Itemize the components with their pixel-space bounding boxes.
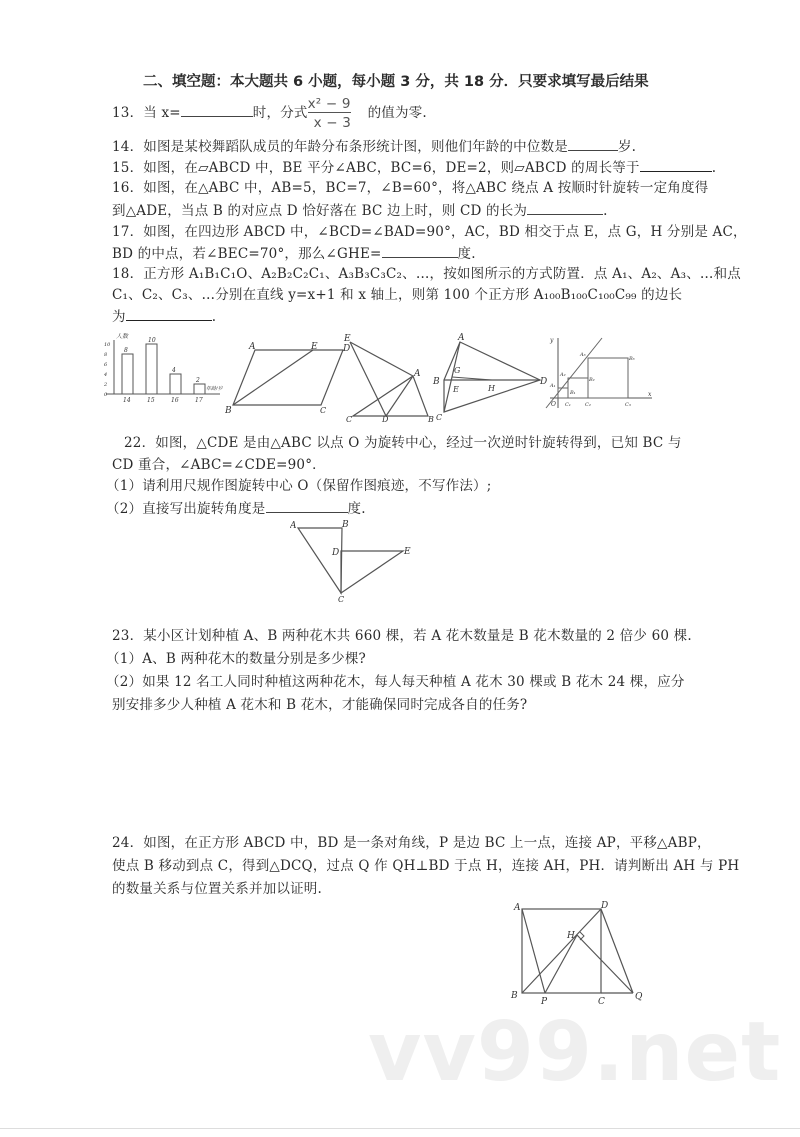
x-tick-label: 14 bbox=[123, 397, 131, 404]
q17-text: 17．如图，在四边形 ABCD 中，∠BCD=∠BAD=90°，AC，BD 相交于点 E，点 G，H 分别是 AC， bbox=[112, 224, 747, 240]
label-b3: B₃ bbox=[629, 356, 635, 362]
y-tick-label: 4 bbox=[104, 372, 108, 378]
figure-24-square bbox=[505, 898, 655, 1008]
x-axis-label: 年龄/岁 bbox=[206, 386, 223, 392]
label-c: C bbox=[346, 415, 353, 422]
segment-dq bbox=[601, 909, 633, 993]
question-23-part1 bbox=[106, 651, 366, 668]
label-c3: C₃ bbox=[625, 402, 631, 408]
figure-17-quadrilateral bbox=[430, 332, 550, 422]
q16-text: 16．如图，在△ABC 中，AB=5，BC=7，∠B=60°，将△ABC 绕点 A 按顺时针旋转一定角度得 bbox=[112, 180, 709, 196]
answer-blank-22[interactable] bbox=[266, 500, 348, 513]
q18-text: C₁、C₂、C₃、…分别在直线 y=x+1 和 x 轴上，则第 100 个正方形 A₁₀₀B₁₀₀C₁₀₀C₉₉ 的边长 bbox=[112, 287, 683, 303]
q22-text: 22．如图，△CDE 是由△ABC 以点 O 为旋转中心，经过一次逆时针旋转得到，已知 BC 与 bbox=[124, 435, 682, 451]
label-d: D bbox=[332, 548, 340, 558]
bar-value-label: 10 bbox=[148, 337, 156, 344]
y-tick-label: 2 bbox=[104, 382, 108, 388]
question-18-cont2 bbox=[112, 308, 216, 326]
q15-text: 15．如图，在▱ABCD 中，BE 平分∠ABC，BC=6，DE=2，则▱ABCD 的周长等于 bbox=[112, 160, 640, 176]
bar bbox=[170, 374, 181, 394]
q23-text: （1）A、B 两种花木的数量分别是多少棵? bbox=[106, 651, 366, 667]
q13-text: 13．当 x= bbox=[112, 105, 181, 121]
label-a1: A₁ bbox=[550, 383, 556, 389]
label-b: B bbox=[433, 377, 440, 387]
label-b1: B₁ bbox=[570, 390, 576, 396]
y-axis-label: 人数 bbox=[116, 333, 129, 340]
question-22 bbox=[124, 435, 682, 452]
answer-blank-15[interactable] bbox=[640, 159, 712, 172]
label-x: x bbox=[648, 391, 652, 398]
page-edge bbox=[0, 1128, 800, 1129]
answer-blank-18[interactable] bbox=[126, 308, 212, 321]
label-a: A bbox=[290, 521, 297, 531]
bar bbox=[194, 384, 205, 394]
label-a2: A₂ bbox=[560, 372, 566, 378]
q18-text: . bbox=[211, 309, 217, 325]
q14-text: 岁. bbox=[617, 139, 637, 155]
q23-text: （2）如果 12 名工人同时种植这两种花木，每人每天种植 A 花木 30 棵或 B 花木 24 棵，应分 bbox=[106, 674, 685, 690]
question-24-cont bbox=[112, 858, 739, 875]
question-17 bbox=[112, 224, 747, 241]
label-b2: B₂ bbox=[589, 377, 595, 383]
label-b: B bbox=[342, 520, 349, 530]
right-angle-mark bbox=[580, 932, 584, 940]
label-c1: C₁ bbox=[565, 402, 571, 408]
question-16 bbox=[112, 180, 708, 197]
triangle-cde bbox=[341, 551, 403, 593]
label-g: G bbox=[454, 366, 461, 375]
figure-15-parallelogram bbox=[225, 340, 355, 415]
answer-blank-17[interactable] bbox=[382, 245, 458, 258]
fraction bbox=[307, 96, 368, 131]
label-h: H bbox=[567, 931, 575, 941]
x-tick-label: 16 bbox=[171, 397, 179, 404]
label-e: E bbox=[344, 334, 351, 344]
x-tick-label: 15 bbox=[147, 397, 155, 404]
bar bbox=[146, 344, 157, 394]
q22-text: 度. bbox=[347, 501, 366, 517]
q24-text: 24．如图，在正方形 ABCD 中，BD 是一条对角线，P 是边 BC 上一点，连接 AP，平移△ABP， bbox=[112, 835, 711, 851]
q18-text: 为 bbox=[112, 309, 126, 325]
question-16-cont bbox=[112, 202, 608, 220]
label-c: C bbox=[436, 413, 443, 422]
label-d: D bbox=[382, 415, 389, 422]
bar-value-label: 8 bbox=[124, 347, 128, 354]
triangle-lines bbox=[350, 342, 428, 416]
figure-14-bar-chart bbox=[100, 332, 230, 412]
triangle-abc bbox=[298, 528, 342, 593]
question-18-cont bbox=[112, 287, 682, 304]
q23-text: 别安排多少人种植 A 花木和 B 花木，才能确保同时完成各自的任务? bbox=[112, 697, 528, 713]
q23-text: 23．某小区计划种植 A、B 两种花木共 660 棵，若 A 花木数量是 B 花木数量的 2 倍少 60 棵. bbox=[112, 628, 692, 644]
label-o: O bbox=[551, 401, 556, 408]
label-b: B bbox=[511, 991, 518, 1001]
q13-text: 时，分式 bbox=[252, 105, 308, 121]
q17-text: 度. bbox=[457, 246, 476, 262]
label-y: y bbox=[550, 337, 554, 344]
figure-18-squares bbox=[540, 334, 655, 414]
label-e: E bbox=[453, 385, 459, 394]
segment-qh bbox=[577, 935, 633, 993]
q17-text: BD 的中点，若∠BEC=70°，那么∠GHE= bbox=[112, 246, 382, 262]
answer-blank-16[interactable] bbox=[527, 202, 603, 215]
label-b: B bbox=[225, 406, 232, 415]
answer-blank-13[interactable] bbox=[181, 104, 253, 117]
label-a: A bbox=[514, 903, 521, 913]
q22-text: （2）直接写出旋转角度是 bbox=[106, 501, 266, 517]
denominator: x − 3 bbox=[313, 115, 352, 131]
numerator: x² − 9 bbox=[307, 96, 351, 112]
label-p: P bbox=[541, 997, 548, 1007]
q24-text: 使点 B 移动到点 C，得到△DCQ，过点 Q 作 QH⊥BD 于点 H，连接 AH，PH．请判断出 AH 与 PH bbox=[112, 858, 740, 874]
x-tick-label: 17 bbox=[195, 397, 203, 404]
label-a: A bbox=[414, 369, 421, 379]
watermark: vv99.net bbox=[368, 1005, 782, 1100]
y-tick-label: 8 bbox=[104, 352, 108, 358]
label-c: C bbox=[320, 406, 327, 415]
question-17-cont bbox=[112, 245, 476, 263]
label-a: A bbox=[249, 342, 256, 352]
bar-value-label: 4 bbox=[172, 367, 176, 374]
question-23 bbox=[112, 628, 692, 645]
question-23-part2 bbox=[106, 674, 685, 691]
q22-text: CD 重合，∠ABC=∠CDE=90°． bbox=[112, 457, 326, 473]
label-h: H bbox=[488, 384, 495, 393]
question-22-cont bbox=[112, 457, 326, 474]
figure-22-rotation bbox=[290, 518, 420, 603]
question-22-part1 bbox=[106, 478, 492, 495]
q24-text: 的数量关系与位置关系并加以证明. bbox=[112, 881, 322, 897]
q13-text: 的值为零. bbox=[367, 105, 427, 121]
y-tick-label: 10 bbox=[104, 342, 111, 348]
answer-blank-14[interactable] bbox=[568, 138, 618, 151]
segment-ad bbox=[386, 376, 413, 416]
square-1 bbox=[558, 388, 568, 398]
segment-be bbox=[233, 350, 313, 405]
label-d: D bbox=[601, 901, 609, 911]
label-c: C bbox=[338, 595, 345, 603]
label-d: D bbox=[540, 377, 548, 387]
section-header: 二、填空题：本大题共 6 小题，每小题 3 分，共 18 分．只要求填写最后结果 bbox=[143, 74, 649, 90]
q16-text: 到△ADE，当点 B 的对应点 D 恰好落在 BC 边上时，则 CD 的长为 bbox=[112, 203, 528, 219]
label-a: A bbox=[458, 333, 465, 343]
figure-16-triangle bbox=[340, 332, 443, 422]
q14-text: 14．如图是某校舞蹈队成员的年龄分布条形统计图，则他们年龄的中位数是 bbox=[112, 139, 568, 155]
bar-value-label: 2 bbox=[196, 377, 200, 384]
label-e: E bbox=[311, 342, 318, 352]
q16-text: . bbox=[603, 203, 608, 219]
y-tick-label: 6 bbox=[104, 362, 108, 368]
label-q: Q bbox=[635, 992, 643, 1002]
q15-text: . bbox=[711, 160, 717, 176]
label-b: B bbox=[428, 415, 434, 422]
question-15 bbox=[112, 159, 716, 177]
label-c: C bbox=[598, 997, 605, 1007]
label-a3: A₃ bbox=[580, 352, 586, 358]
segment-ed bbox=[350, 342, 386, 416]
bar bbox=[122, 354, 133, 394]
question-22-part2 bbox=[106, 500, 366, 518]
label-d: D bbox=[343, 344, 351, 354]
q22-text: （1）请利用尺规作图旋转中心 O（保留作图痕迹，不写作法）; bbox=[106, 478, 492, 494]
y-tick-label: 0 bbox=[104, 392, 108, 398]
question-14 bbox=[112, 138, 636, 156]
question-13 bbox=[112, 96, 427, 131]
question-23-part2-cont bbox=[112, 697, 527, 714]
question-24 bbox=[112, 835, 711, 852]
parallelogram-abcd bbox=[233, 350, 343, 405]
label-e: E bbox=[404, 547, 411, 557]
question-18 bbox=[112, 266, 741, 283]
question-24-cont2 bbox=[112, 881, 322, 898]
q18-text: 18．正方形 A₁B₁C₁O、A₂B₂C₂C₁、A₃B₃C₃C₂、…，按如图所示的方式防置．点 A₁、A₂、A₃、…和点 bbox=[112, 266, 741, 282]
label-c2: C₂ bbox=[585, 402, 591, 408]
